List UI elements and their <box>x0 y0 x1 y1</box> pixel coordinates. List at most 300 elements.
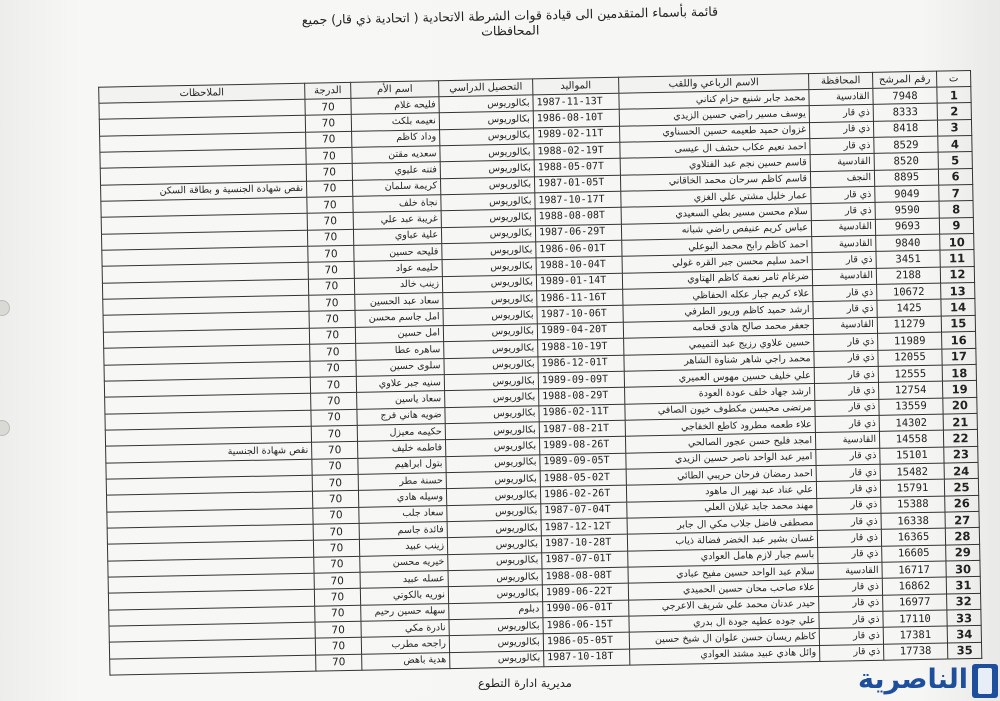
cell-full-name: حيدر عدنان محمد علي شريف الاعرجي <box>629 596 819 616</box>
cell-full-name: باسم جبار لازم هامل العوادي <box>628 547 818 567</box>
cell-birth-date: 1986-02-11T <box>539 404 625 422</box>
cell-birth-date: 1989-04-20T <box>537 322 623 340</box>
cell-full-name: محمد جابر شنيع حزام كناني <box>619 90 809 110</box>
cell-mother-name: عسله عبيد <box>360 571 448 589</box>
cell-mother-name: نجاة خلف <box>353 195 441 213</box>
cell-education: بكالوريوس <box>441 193 535 211</box>
cell-candidate-number: 12754 <box>878 381 942 399</box>
cell-grade: 70 <box>307 229 353 246</box>
cell-birth-date: 1989-01-14T <box>536 273 622 291</box>
cell-candidate-number: 12055 <box>878 349 942 367</box>
cell-grade: 70 <box>315 605 361 622</box>
cell-candidate-number: 9840 <box>876 234 940 252</box>
cell-education: بكالوريوس <box>446 438 540 456</box>
cell-birth-date: 1990-06-01T <box>543 600 629 618</box>
cell-governorate: القادسية <box>811 219 875 237</box>
cell-grade: 70 <box>307 213 353 230</box>
cell-full-name: احمد سليم محسن جبر القره غولي <box>622 253 812 273</box>
cell-education: بكالوريوس <box>441 226 535 244</box>
cell-birth-date: 1989-06-22T <box>542 583 628 601</box>
cell-row-index: 18 <box>942 364 976 381</box>
cell-mother-name: فليحه غلام <box>351 97 439 115</box>
cell-grade: 70 <box>315 621 361 638</box>
cell-row-index: 13 <box>941 283 975 300</box>
cell-grade: 70 <box>308 278 354 295</box>
cell-birth-date: 1987-06-29T <box>535 224 621 242</box>
cell-governorate: ذي قار <box>815 415 879 433</box>
cell-candidate-number: 7948 <box>873 87 937 105</box>
header-birth-date: المواليد <box>533 77 619 95</box>
cell-candidate-number: 8895 <box>874 169 938 187</box>
cell-grade: 70 <box>314 572 360 589</box>
cell-grade: 70 <box>311 425 357 442</box>
cell-grade: 70 <box>306 147 352 164</box>
cell-education: بكالوريوس <box>440 160 534 178</box>
cell-birth-date: 1986-02-26T <box>540 485 626 503</box>
cell-notes: نقص شهادة الجنسية و بطاقة السكن <box>101 181 307 201</box>
cell-mother-name: حكيمه معيزل <box>357 424 445 442</box>
cell-education: بكالوريوس <box>448 585 542 603</box>
cell-mother-name: هدية باهض <box>362 652 450 670</box>
cell-full-name: علاء طعمه مطرود كاطع الخفاجي <box>625 416 815 436</box>
cell-birth-date: 1987-11-13T <box>533 93 619 111</box>
cell-governorate: ذي قار <box>814 383 878 401</box>
cell-candidate-number: 11989 <box>878 332 942 350</box>
cell-candidate-number: 15101 <box>880 447 944 465</box>
cell-grade: 70 <box>315 638 361 655</box>
cell-governorate: ذي قار <box>809 105 873 123</box>
cell-governorate: ذي قار <box>817 513 881 531</box>
cell-birth-date: 1987-07-04T <box>541 502 627 520</box>
cell-grade: 70 <box>314 589 360 606</box>
cell-full-name: علاء صاحب محان حسين الحميدي <box>628 580 818 600</box>
cell-row-index: 32 <box>947 593 981 610</box>
cell-birth-date: 1987-10-18T <box>544 649 630 667</box>
cell-birth-date: 1988-08-29T <box>539 387 625 405</box>
cell-mother-name: بتول ابراهيم <box>358 456 446 474</box>
cell-birth-date: 1989-09-05T <box>540 453 626 471</box>
cell-education: بكالوريوس <box>440 177 534 195</box>
cell-notes: نقص شهادة الجنسية <box>106 442 312 462</box>
cell-birth-date: 1986-06-01T <box>536 240 622 258</box>
cell-mother-name: نعيمه بلكث <box>351 113 439 131</box>
cell-full-name: قاسم حسين نجم عبد الفتلاوي <box>620 155 810 175</box>
cell-grade: 70 <box>311 393 357 410</box>
cell-candidate-number: 16717 <box>882 561 946 579</box>
cell-row-index: 8 <box>939 201 973 218</box>
cell-full-name: مصطفى فاضل جلاب مكي ال جابر <box>627 514 817 534</box>
cell-birth-date: 1988-08-08T <box>542 567 628 585</box>
cell-full-name: حسين علاوي رزيج عبد التميمي <box>624 335 814 355</box>
cell-full-name: عمار خليل مشتي علي الغزي <box>621 188 811 208</box>
cell-mother-name: نادرة مكي <box>361 620 449 638</box>
cell-mother-name: زينب عبيد <box>359 538 447 556</box>
cell-birth-date: 1989-02-11T <box>534 126 620 144</box>
cell-grade: 70 <box>313 540 359 557</box>
cell-governorate: ذي قار <box>818 546 882 564</box>
cell-birth-date: 1986-05-05T <box>543 632 629 650</box>
cell-mother-name: راجحه مطرب <box>361 636 449 654</box>
cell-mother-name: فاطمه خليف <box>358 440 446 458</box>
cell-full-name: علي خليف حسين مهوس العميري <box>624 367 814 387</box>
cell-grade: 70 <box>307 180 353 197</box>
cell-mother-name: سعاد جلب <box>359 505 447 523</box>
cell-education: بكالوريوس <box>440 128 534 146</box>
cell-row-index: 4 <box>938 136 972 153</box>
cell-grade: 70 <box>305 115 351 132</box>
candidates-table <box>98 70 982 676</box>
cell-education: بكالوريوس <box>441 209 535 227</box>
cell-candidate-number: 9693 <box>875 218 939 236</box>
cell-full-name: سلام عبد الواحد حسين مفيح عبادي <box>628 563 818 583</box>
header-grade: الدرجة <box>305 82 351 99</box>
cell-row-index: 11 <box>940 250 974 267</box>
cell-education: دبلوم <box>449 601 543 619</box>
cell-full-name: سلام محسن مسير بطي السعيدي <box>621 204 811 224</box>
cell-full-name: احمد نعيم عكاب حشف ال عيسى <box>620 139 810 159</box>
cell-birth-date: 1987-10-17T <box>535 191 621 209</box>
cell-row-index: 1 <box>937 86 971 103</box>
cell-mother-name: كريمة سلمان <box>352 178 440 196</box>
cell-full-name: مهند محمد جايد غيلان العلي <box>627 498 817 518</box>
cell-birth-date: 1986-06-15T <box>543 616 629 634</box>
cell-candidate-number: 8418 <box>873 120 937 138</box>
cell-grade: 70 <box>309 294 355 311</box>
cell-governorate: ذي قار <box>811 203 875 221</box>
cell-birth-date: 1986-08-10T <box>533 110 619 128</box>
binder-hole-icon <box>0 300 10 316</box>
cell-row-index: 3 <box>937 119 971 136</box>
cell-education: بكالوريوس <box>444 356 538 374</box>
cell-candidate-number: 15791 <box>880 479 944 497</box>
cell-full-name: ارشد جهاد خلف عودة العودة <box>625 384 815 404</box>
cell-birth-date: 1986-12-01T <box>538 355 624 373</box>
site-logo <box>858 662 998 700</box>
cell-full-name: مرتضى محيسن مكطوف خيون الصافي <box>625 400 815 420</box>
cell-birth-date: 1987-12-12T <box>541 518 627 536</box>
header-candidate-number: رقم المرشح <box>873 71 937 88</box>
cell-row-index: 34 <box>947 626 981 643</box>
cell-birth-date: 1987-07-01T <box>542 551 628 569</box>
cell-grade: 70 <box>311 409 357 426</box>
cell-education: بكالوريوس <box>442 242 536 260</box>
cell-grade: 70 <box>308 262 354 279</box>
cell-birth-date: 1988-05-07T <box>534 159 620 177</box>
cell-full-name: احمد كاظم رابح محمد البوعلي <box>622 237 812 257</box>
cell-governorate: ذي قار <box>812 252 876 270</box>
cell-education: بكالوريوس <box>444 340 538 358</box>
cell-mother-name: سعاد ياسين <box>357 391 445 409</box>
cell-education: بكالوريوس <box>439 111 533 129</box>
cell-education: بكالوريوس <box>448 552 542 570</box>
cell-governorate: ذي قار <box>814 366 878 384</box>
cell-full-name: كاظم ريسان حسن علوان ال شيخ حسين <box>629 629 819 649</box>
cell-mother-name: خيريه محسن <box>360 554 448 572</box>
cell-candidate-number: 16977 <box>883 594 947 612</box>
cell-candidate-number: 9049 <box>875 185 939 203</box>
cell-candidate-number: 8529 <box>874 136 938 154</box>
cell-grade: 70 <box>312 442 358 459</box>
cell-grade: 70 <box>308 245 354 262</box>
cell-governorate: ذي قار <box>811 186 875 204</box>
cell-grade: 70 <box>312 474 358 491</box>
cell-row-index: 28 <box>945 528 979 545</box>
cell-birth-date: 1988-10-04T <box>536 257 622 275</box>
cell-mother-name: فتنه عليوي <box>352 162 440 180</box>
cell-birth-date: 1988-10-19T <box>538 338 624 356</box>
header-full-name: الاسم الرباعي واللقب <box>619 74 809 94</box>
cell-grade: 70 <box>309 327 355 344</box>
cell-birth-date: 1987-10-28T <box>541 534 627 552</box>
cell-row-index: 22 <box>943 430 977 447</box>
document-title: قائمة بأسماء المتقدمين الى قيادة قوات الشرطة الاتحادية ( اتحادية ذي قار) جميع المحافظات <box>301 3 719 39</box>
cell-grade: 70 <box>309 311 355 328</box>
cell-birth-date: 1987-10-06T <box>537 306 623 324</box>
cell-governorate: القادسية <box>815 432 879 450</box>
cell-birth-date: 1987-08-21T <box>539 420 625 438</box>
cell-mother-name: ضويه هاني فرج <box>357 407 445 425</box>
cell-education: بكالوريوس <box>445 405 539 423</box>
cell-education: بكالوريوس <box>449 618 543 636</box>
cell-mother-name: نوريه بالكوتي <box>360 587 448 605</box>
cell-education: بكالوريوس <box>447 536 541 554</box>
cell-education: بكالوريوس <box>444 373 538 391</box>
cell-row-index: 15 <box>941 315 975 332</box>
cell-governorate: ذي قار <box>819 611 883 629</box>
cell-full-name: غزوان حميد طعيمه حسين الحسناوي <box>620 122 810 142</box>
cell-grade: 70 <box>305 98 351 115</box>
cell-candidate-number: 16605 <box>882 545 946 563</box>
cell-row-index: 6 <box>938 168 972 185</box>
cell-candidate-number: 3451 <box>876 251 940 269</box>
cell-full-name: عباس كريم عنيفص راضي شبانه <box>621 220 811 240</box>
cell-candidate-number: 17110 <box>883 610 947 628</box>
cell-candidate-number: 15388 <box>881 496 945 514</box>
cell-row-index: 19 <box>942 381 976 398</box>
cell-education: بكالوريوس <box>439 95 533 113</box>
cell-row-index: 31 <box>946 577 980 594</box>
cell-mother-name: وسيله هادي <box>358 489 446 507</box>
cell-mother-name: سنيه جبر علاوي <box>356 374 444 392</box>
cell-row-index: 2 <box>937 103 971 120</box>
cell-mother-name: سهله حسين رحيم <box>361 603 449 621</box>
cell-education: بكالوريوس <box>450 650 544 668</box>
cell-full-name: امجد فليح حسن عجور الصالحي <box>625 433 815 453</box>
cell-mother-name: غريبة عبد علي <box>353 211 441 229</box>
cell-grade: 70 <box>314 556 360 573</box>
cell-row-index: 20 <box>943 397 977 414</box>
cell-governorate: ذي قار <box>818 579 882 597</box>
cell-education: بكالوريوس <box>440 144 534 162</box>
cell-education: بكالوريوس <box>447 503 541 521</box>
cell-birth-date: 1988-08-08T <box>535 208 621 226</box>
cell-row-index: 17 <box>942 348 976 365</box>
header-notes: الملاحظات <box>99 83 305 103</box>
footer-department: مديرية ادارة التطوع <box>478 676 572 690</box>
cell-candidate-number: 11279 <box>877 316 941 334</box>
cell-mother-name: ساهره عطا <box>356 342 444 360</box>
cell-governorate: ذي قار <box>810 137 874 155</box>
cell-full-name: علي جوده عطيه جودة ال بدري <box>629 613 819 633</box>
cell-notes <box>110 655 316 675</box>
cell-full-name: وائل هادي عبيد مشتد العوادي <box>630 645 820 665</box>
cell-grade: 70 <box>312 458 358 475</box>
cell-mother-name: فليحه حسين <box>354 244 442 262</box>
cell-full-name: غسان بشير عبد الخضر فضالة ذياب <box>627 531 817 551</box>
cell-governorate: ذي قار <box>815 399 879 417</box>
cell-mother-name: سلوى حسين <box>356 358 444 376</box>
cell-candidate-number: 12555 <box>878 365 942 383</box>
cell-full-name: يوسف مسير راضي حسين الزيدي <box>619 106 809 126</box>
logo-text: الناصرية <box>858 664 968 695</box>
cell-candidate-number: 9590 <box>875 202 939 220</box>
cell-candidate-number: 16862 <box>882 577 946 595</box>
cell-candidate-number: 1425 <box>877 300 941 318</box>
cell-education: بكالوريوس <box>445 389 539 407</box>
cell-candidate-number: 15482 <box>880 463 944 481</box>
cell-education: بكالوريوس <box>443 291 537 309</box>
cell-candidate-number: 16338 <box>881 512 945 530</box>
cell-education: بكالوريوس <box>446 471 540 489</box>
cell-row-index: 5 <box>938 152 972 169</box>
cell-row-index: 27 <box>945 511 979 528</box>
candidates-table-wrapper <box>98 70 981 669</box>
cell-full-name: ارشد حميد كاظم وريور الطرفي <box>623 302 813 322</box>
cell-governorate: ذي قار <box>813 284 877 302</box>
cell-governorate: ذي قار <box>809 121 873 139</box>
cell-candidate-number: 8333 <box>873 103 937 121</box>
cell-governorate: القادسية <box>812 235 876 253</box>
cell-full-name: احمد رمضان فرحان حريبي الطائي <box>626 465 816 485</box>
cell-grade: 70 <box>312 491 358 508</box>
cell-education: بكالوريوس <box>445 422 539 440</box>
cell-mother-name: امل حسين <box>355 325 443 343</box>
cell-education: بكالوريوس <box>448 569 542 587</box>
cell-grade: 70 <box>316 654 362 671</box>
cell-row-index: 21 <box>943 413 977 430</box>
cell-education: بكالوريوس <box>446 454 540 472</box>
cell-governorate: ذي قار <box>817 530 881 548</box>
header-idx: ت <box>937 70 971 87</box>
cell-mother-name: حليمه عواد <box>354 260 442 278</box>
cell-governorate: ذي قار <box>820 644 884 662</box>
cell-grade: 70 <box>306 164 352 181</box>
cell-candidate-number: 10672 <box>877 283 941 301</box>
cell-birth-date: 1989-08-26T <box>539 436 625 454</box>
cell-governorate: النجف <box>810 170 874 188</box>
cell-education: بكالوريوس <box>449 634 543 652</box>
cell-governorate: ذي قار <box>816 448 880 466</box>
header-mother-name: اسم الأم <box>351 81 439 99</box>
cell-full-name: علاء كريم جبار عكله الحفاظي <box>623 286 813 306</box>
cell-full-name: علي عناد عبد نهير ال ماهود <box>626 482 816 502</box>
cell-candidate-number: 17381 <box>883 626 947 644</box>
cell-candidate-number: 13559 <box>879 398 943 416</box>
cell-mother-name: علية عباوي <box>353 227 441 245</box>
table-body <box>99 86 982 675</box>
cell-education: بكالوريوس <box>442 275 536 293</box>
cell-education: بكالوريوس <box>443 307 537 325</box>
cell-candidate-number: 14558 <box>879 430 943 448</box>
cell-row-index: 35 <box>947 642 981 659</box>
cell-row-index: 12 <box>940 266 974 283</box>
cell-education: بكالوريوس <box>442 258 536 276</box>
cell-governorate: القادسية <box>810 154 874 172</box>
cell-row-index: 7 <box>939 185 973 202</box>
cell-mother-name: زينب خالد <box>354 276 442 294</box>
cell-row-index: 9 <box>939 217 973 234</box>
cell-governorate: القادسية <box>818 562 882 580</box>
cell-row-index: 26 <box>945 495 979 512</box>
cell-full-name: ضرغام ثامر نعمة كاظم الهتاوي <box>622 269 812 289</box>
cell-mother-name: سعاد عبد الحسين <box>355 293 443 311</box>
cell-birth-date: 1989-09-09T <box>538 371 624 389</box>
cell-governorate: القادسية <box>809 88 873 106</box>
cell-birth-date: 1988-05-02T <box>540 469 626 487</box>
cell-candidate-number: 8520 <box>874 153 938 171</box>
cell-governorate: القادسية <box>812 268 876 286</box>
cell-governorate: ذي قار <box>814 350 878 368</box>
cell-education: بكالوريوس <box>447 520 541 538</box>
cell-row-index: 23 <box>944 446 978 463</box>
cell-governorate: ذي قار <box>817 497 881 515</box>
cell-grade: 70 <box>307 196 353 213</box>
cell-row-index: 14 <box>941 299 975 316</box>
cell-governorate: ذي قار <box>813 301 877 319</box>
cell-governorate: ذي قار <box>816 481 880 499</box>
cell-education: بكالوريوس <box>443 324 537 342</box>
cell-grade: 70 <box>310 344 356 361</box>
cell-mother-name: وداد كاظم <box>352 129 440 147</box>
cell-governorate: القادسية <box>813 317 877 335</box>
cell-candidate-number: 17738 <box>884 643 948 661</box>
cell-row-index: 25 <box>944 479 978 496</box>
cell-full-name: امير عبد الواحد ناصر حسين الزيدي <box>626 449 816 469</box>
cell-row-index: 29 <box>946 544 980 561</box>
header-governorate: المحافظة <box>809 72 873 89</box>
cell-grade: 70 <box>313 523 359 540</box>
cell-governorate: ذي قار <box>814 333 878 351</box>
cell-grade: 70 <box>306 131 352 148</box>
cell-row-index: 24 <box>944 462 978 479</box>
cell-mother-name: حسنة مطر <box>358 473 446 491</box>
cell-grade: 70 <box>310 376 356 393</box>
cell-education: بكالوريوس <box>446 487 540 505</box>
cell-row-index: 10 <box>940 234 974 251</box>
cell-row-index: 30 <box>946 560 980 577</box>
cell-row-index: 33 <box>947 609 981 626</box>
cell-full-name: قاسم كاظم سرحان محمد الخاقاني <box>620 171 810 191</box>
cell-birth-date: 1986-11-16T <box>537 289 623 307</box>
cell-governorate: ذي قار <box>819 595 883 613</box>
cell-row-index: 16 <box>942 332 976 349</box>
cell-governorate: ذي قار <box>819 628 883 646</box>
cell-birth-date: 1988-02-19T <box>534 142 620 160</box>
header-education: التحصيل الدراسي <box>439 79 533 97</box>
cell-full-name: جعفر محمد صالح هادي قحامه <box>623 318 813 338</box>
cell-governorate: ذي قار <box>816 464 880 482</box>
binder-hole-icon <box>0 420 10 436</box>
cell-candidate-number: 14302 <box>879 414 943 432</box>
cell-candidate-number: 2188 <box>876 267 940 285</box>
cell-full-name: محمد راجي شاهر شناوة الشاهر <box>624 351 814 371</box>
cell-candidate-number: 16365 <box>881 528 945 546</box>
cell-mother-name: فائدة جاسم <box>359 522 447 540</box>
cell-grade: 70 <box>313 507 359 524</box>
cell-mother-name: سعديه مقتن <box>352 146 440 164</box>
cell-birth-date: 1987-01-05T <box>534 175 620 193</box>
cell-grade: 70 <box>310 360 356 377</box>
